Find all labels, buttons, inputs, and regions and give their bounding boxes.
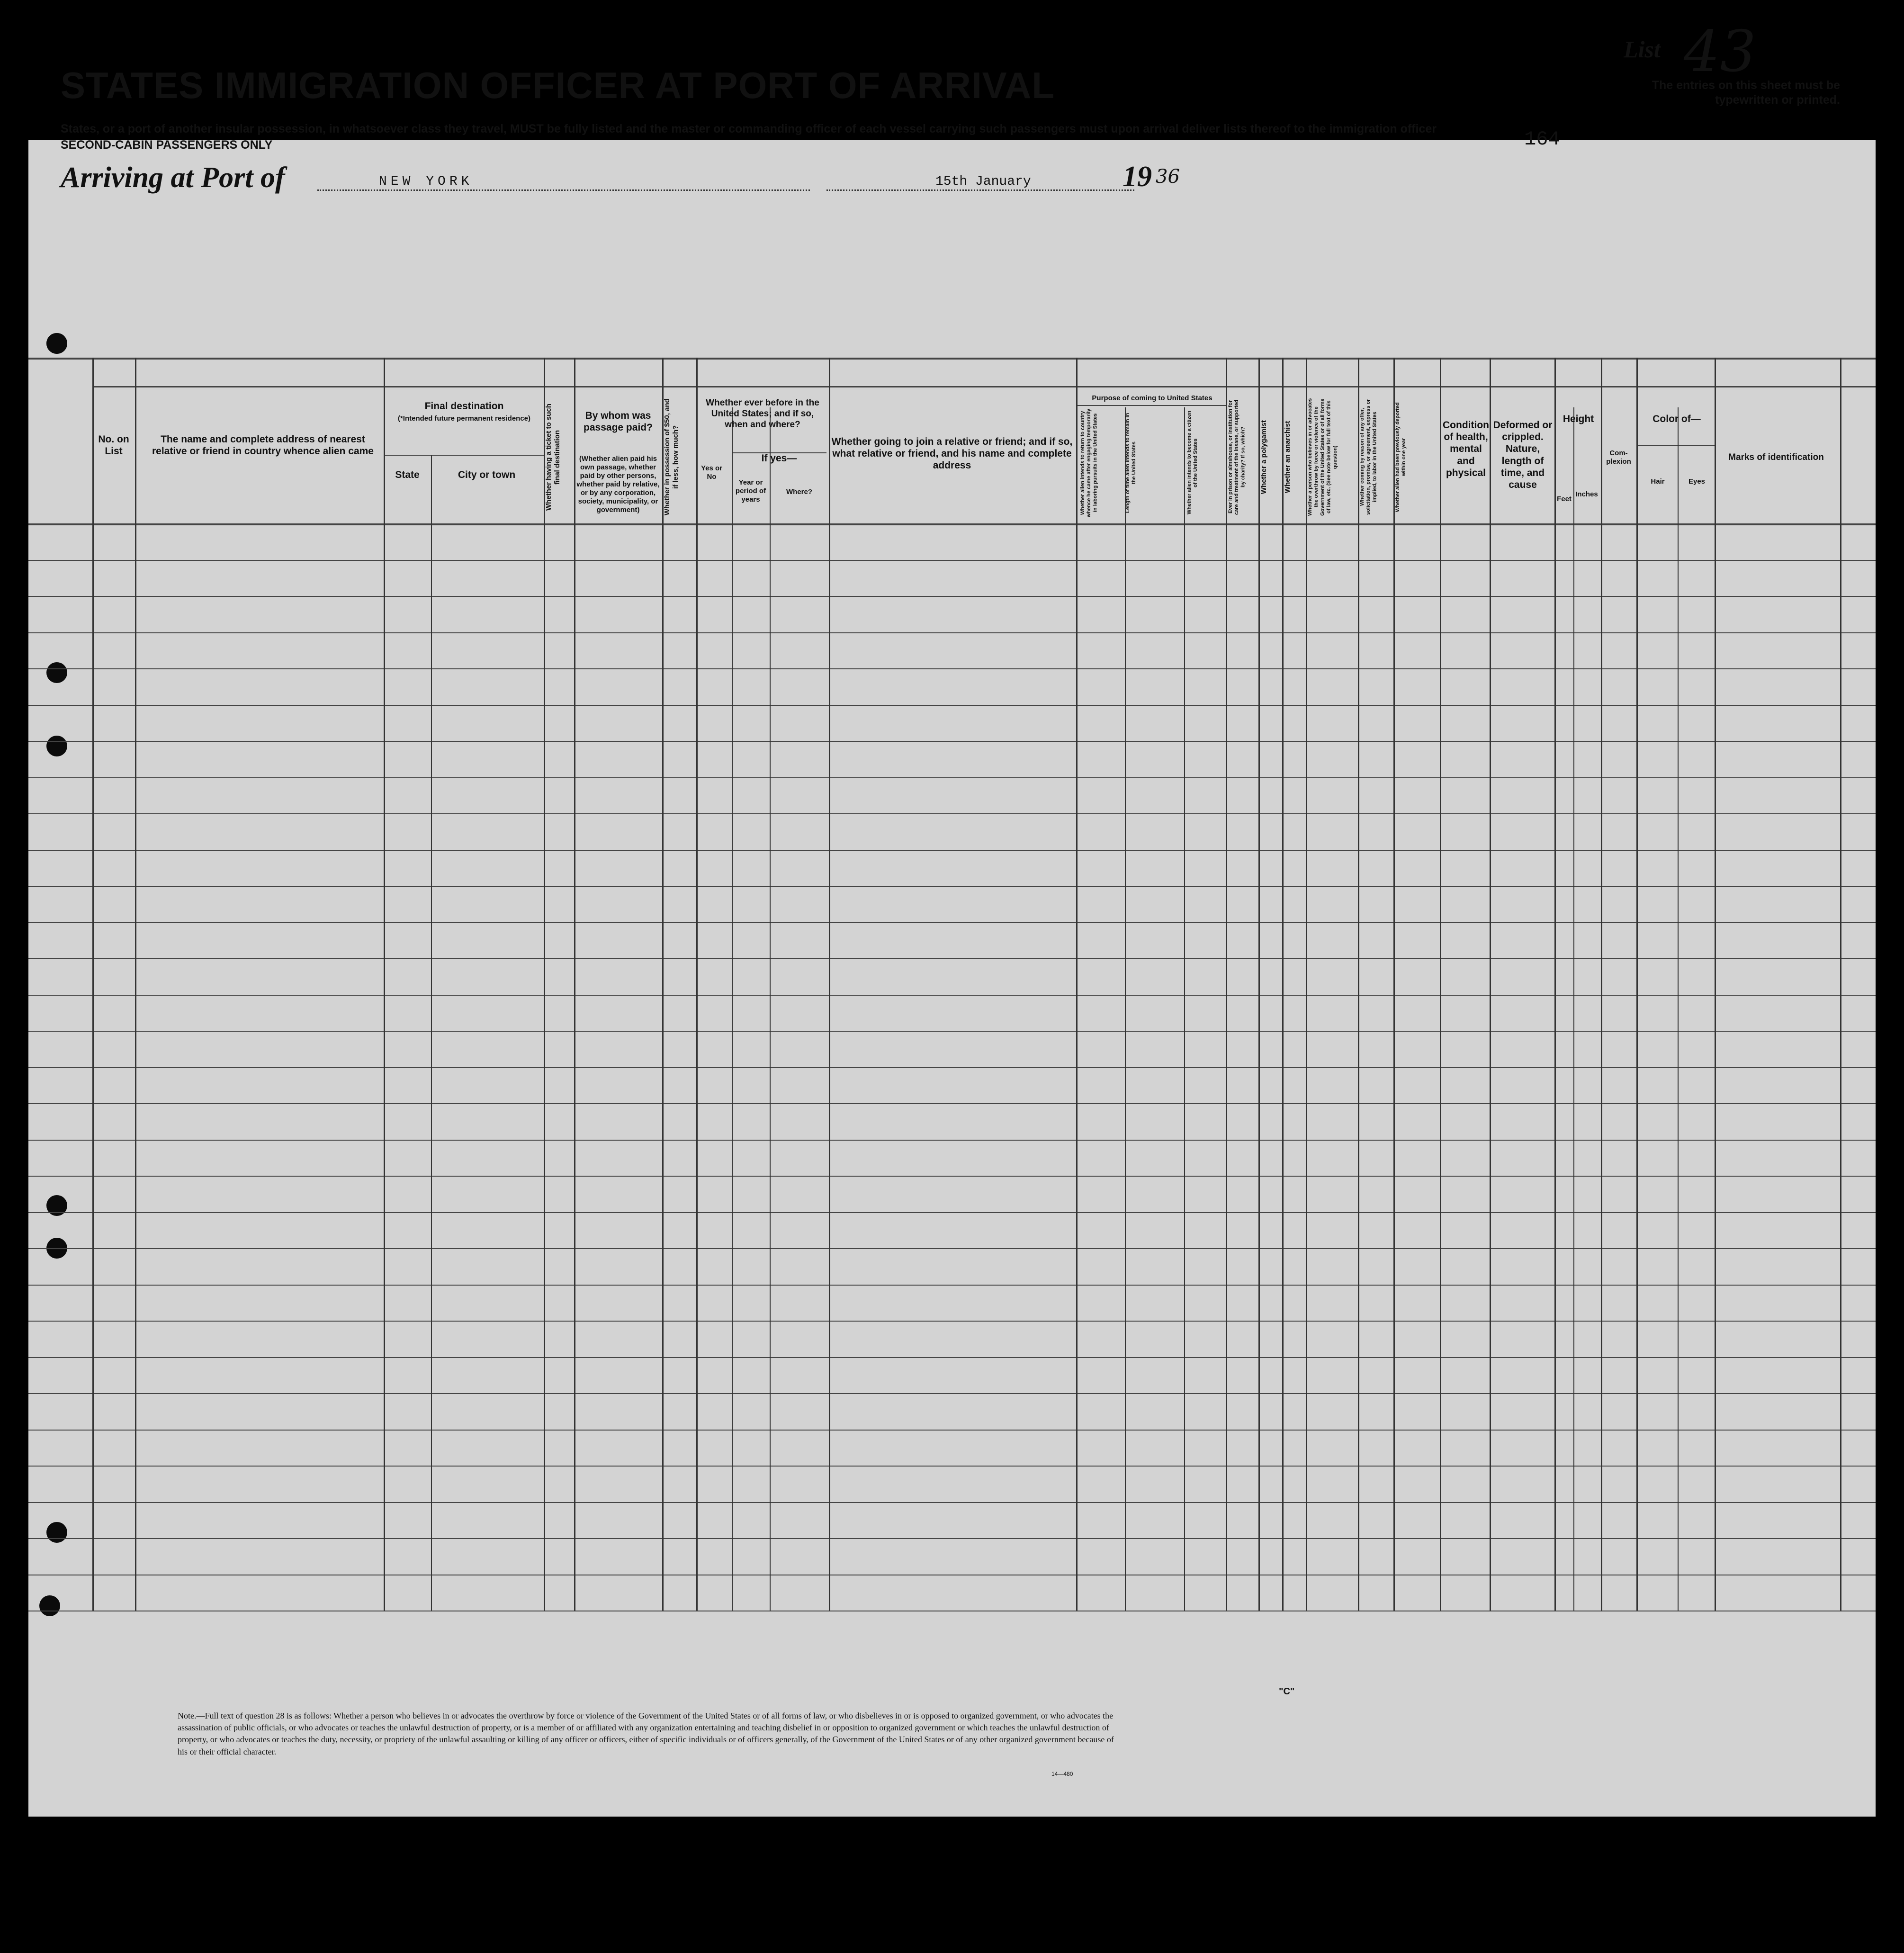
- grid-line: [28, 1031, 1876, 1032]
- grid-line: [28, 523, 1876, 525]
- header-joining: Whether going to join a relative or friend; and if so, what relative or friend, and his name and complete address: [831, 436, 1073, 471]
- grid-line: [28, 1140, 1876, 1141]
- grid-line: [662, 358, 664, 1611]
- instructions: States, or a port of another insular possession, in whatsoever class they travel, MUST be fully listed and the master or commanding officer of each vessel carrying such passengers must upon arrival deliver lists thereof to the immigration officer: [61, 122, 1437, 135]
- header-marks: Marks of identification: [1728, 452, 1824, 462]
- header-complexion: Com- plexion: [1606, 449, 1631, 466]
- punch-hole: [46, 662, 67, 683]
- grid-line: [1601, 358, 1602, 1611]
- grid-line: [829, 358, 830, 1611]
- punch-hole: [46, 333, 67, 354]
- grid-line: [28, 632, 1876, 633]
- date-line: [826, 189, 1134, 191]
- header-anarchist: Whether an anarchist: [1284, 421, 1292, 494]
- header-yes-no: Yes or No: [701, 464, 723, 481]
- header-passage-paid-note: (Whether alien paid his own passage, whether paid by other persons, whether paid by relative, or by any corporation, society, municipality, or government): [576, 455, 660, 514]
- grid-line: [28, 850, 1876, 851]
- header-year-period: Year or period of years: [735, 478, 766, 504]
- grid-line: [1306, 358, 1307, 1611]
- year-suffix: 36: [1156, 166, 1180, 188]
- header-health: Condition of health, mental and physical: [1443, 420, 1489, 478]
- grid-line: [1554, 358, 1556, 1611]
- header-purpose-citizen: Whether alien intends to become a citizen of the United States: [1186, 411, 1199, 515]
- grid-line: [1715, 358, 1716, 1611]
- grid-line: [28, 958, 1876, 959]
- grid-line: [1258, 358, 1260, 1611]
- grid-line: [1840, 358, 1841, 1611]
- grid-line: [28, 1430, 1876, 1431]
- grid-line: [28, 1321, 1876, 1322]
- grid-line: [28, 813, 1876, 814]
- grid-line: [1678, 407, 1679, 1611]
- grid-line: [92, 358, 94, 1611]
- footer-mark: "C": [1279, 1686, 1295, 1697]
- grid-line: [1282, 358, 1284, 1611]
- grid-line: [1393, 358, 1395, 1611]
- header-ticket: Whether having a ticket to such final destination: [545, 404, 561, 511]
- grid-line: [1573, 407, 1574, 1611]
- grid-line: [384, 455, 544, 456]
- page-title: STATES IMMIGRATION OFFICER AT PORT OF ARRIVAL: [61, 64, 1055, 106]
- grid-line: [28, 1393, 1876, 1394]
- grid-line: [384, 358, 385, 1611]
- grid-line: [135, 358, 136, 1611]
- header-prison: Ever in prison or almshouse, or institution for care and treatment of the insane, or supported by charity? If so, which?: [1228, 399, 1246, 515]
- grid-line: [544, 358, 545, 1611]
- grid-line: [28, 1285, 1876, 1286]
- list-label: List: [1624, 36, 1661, 63]
- grid-line: [732, 407, 733, 1611]
- header-ever-before: Whether ever before in the United States; and if so, when and where?: [706, 398, 819, 430]
- grid-line: [28, 1103, 1876, 1104]
- grid-line: [1358, 358, 1359, 1611]
- header-if-yes: If yes—: [761, 453, 797, 464]
- grid-line: [1490, 358, 1491, 1611]
- grid-line: [28, 1248, 1876, 1249]
- grid-line: [1440, 358, 1441, 1611]
- header-final-destination: Final destination: [424, 401, 504, 412]
- grid-line: [28, 1212, 1876, 1213]
- port-label: Arriving at Port of: [61, 162, 285, 194]
- header-purpose: Purpose of coming to United States: [1092, 394, 1212, 402]
- grid-line: [28, 560, 1876, 561]
- date-value: 15th January: [935, 174, 1031, 189]
- grid-line: [28, 1067, 1876, 1068]
- form-code: 14—480: [1051, 1771, 1073, 1777]
- grid-line: [696, 358, 698, 1611]
- header-money: Whether in possession of $50, and if less, how much?: [663, 398, 680, 516]
- grid-line: [1636, 358, 1638, 1611]
- year-prefix: 19: [1123, 161, 1152, 193]
- header-final-destination-note: (*Intended future permanent residence): [397, 414, 531, 423]
- grid-line: [28, 886, 1876, 887]
- grid-line: [574, 358, 575, 1611]
- cabin-class: SECOND-CABIN PASSENGERS ONLY: [61, 138, 273, 152]
- port-value: NEW YORK: [379, 174, 473, 189]
- header-eyes: Eyes: [1688, 477, 1706, 486]
- grid-line: [92, 386, 1876, 387]
- grid-line: [1636, 445, 1715, 446]
- grid-line: [28, 922, 1876, 923]
- header-purpose-return: Whether alien intends to return to country whence he came after engaging temporarily in laboring pursuits in the United States: [1080, 408, 1098, 517]
- header-passage-paid: By whom was passage paid?: [584, 410, 653, 433]
- header-inches: Inches: [1575, 490, 1598, 498]
- manifest-sheet: [28, 140, 1876, 1817]
- grid-line: [28, 777, 1876, 778]
- punch-hole: [39, 1595, 60, 1616]
- grid-line: [28, 1502, 1876, 1503]
- entries-note: The entries on this sheet must be typewritten or printed.: [1652, 79, 1840, 107]
- header-hair: Hair: [1651, 477, 1665, 486]
- header-color-of: Color of—: [1653, 414, 1701, 424]
- grid-line: [28, 1357, 1876, 1358]
- grid-line: [28, 741, 1876, 742]
- grid-line: [1184, 407, 1185, 1611]
- header-state: State: [395, 469, 420, 480]
- header-city: City or town: [458, 469, 516, 480]
- grid-line: [1125, 407, 1126, 1611]
- grid-line: [28, 1538, 1876, 1539]
- grid-line: [431, 455, 432, 1611]
- list-number: 43: [1684, 19, 1756, 85]
- punch-hole: [46, 1522, 67, 1543]
- header-relative: The name and complete address of nearest relative or friend in country whence alien came: [152, 434, 374, 457]
- grid-line: [28, 1176, 1876, 1177]
- header-purpose-length: Length of time alien intends to remain in the United States: [1125, 413, 1137, 513]
- grid-line: [28, 358, 1876, 360]
- grid-line: [28, 995, 1876, 996]
- header-deformed: Deformed or crippled. Nature, length of time, and cause: [1493, 420, 1553, 490]
- grid-line: [770, 407, 771, 1611]
- footer-note: Note.—Full text of question 28 is as follows: Whether a person who believes in or advocates the overthrow by force or violence of the Government of the United States or of all forms of law, or who disbelieves in or is opposed to organized government, or who advocates the assassination of public officials, or who advocates or teaches the unlawful destruction of property, or is a member of or affiliated with any organization entertaining and teaching disbelief in or opposition to organized government or which teaches the unlawful destruction of property, or who advocates or teaches the duty, necessity, or propriety of the unlawful assaulting or killing of any officer or officers, either of specific individuals or of officers generally, of the Government of the United States or of any other organized government because of his or their official character.: [178, 1711, 1114, 1756]
- header-height: Height: [1563, 414, 1594, 424]
- header-no-on-list: No. on List: [98, 434, 129, 457]
- header-polygamist: Whether a polygamist: [1260, 420, 1268, 494]
- grid-line: [28, 705, 1876, 706]
- grid-line: [28, 668, 1876, 669]
- header-q30: Whether alien had been previously deported within one year: [1395, 402, 1407, 512]
- header-q28: Whether a person who believes in or advocates the overthrow by force or violence of the Government of the United States or of all forms of law, etc. (See note below for full text of this question): [1307, 398, 1338, 516]
- header-feet: Feet: [1557, 495, 1572, 503]
- punch-hole: [46, 736, 67, 756]
- grid-line: [1226, 358, 1227, 1611]
- port-line: [317, 189, 810, 191]
- sheet-number: 164: [1524, 128, 1560, 151]
- grid-line: [28, 1466, 1876, 1467]
- grid-line: [28, 596, 1876, 597]
- header-q29: Whether coming by reason of any offer, solicitation, promise, or agreement, express or implied, to labor in the United States: [1359, 399, 1378, 515]
- header-where: Where?: [786, 488, 812, 496]
- grid-line: [1076, 358, 1078, 1611]
- grid-line: [1076, 405, 1226, 406]
